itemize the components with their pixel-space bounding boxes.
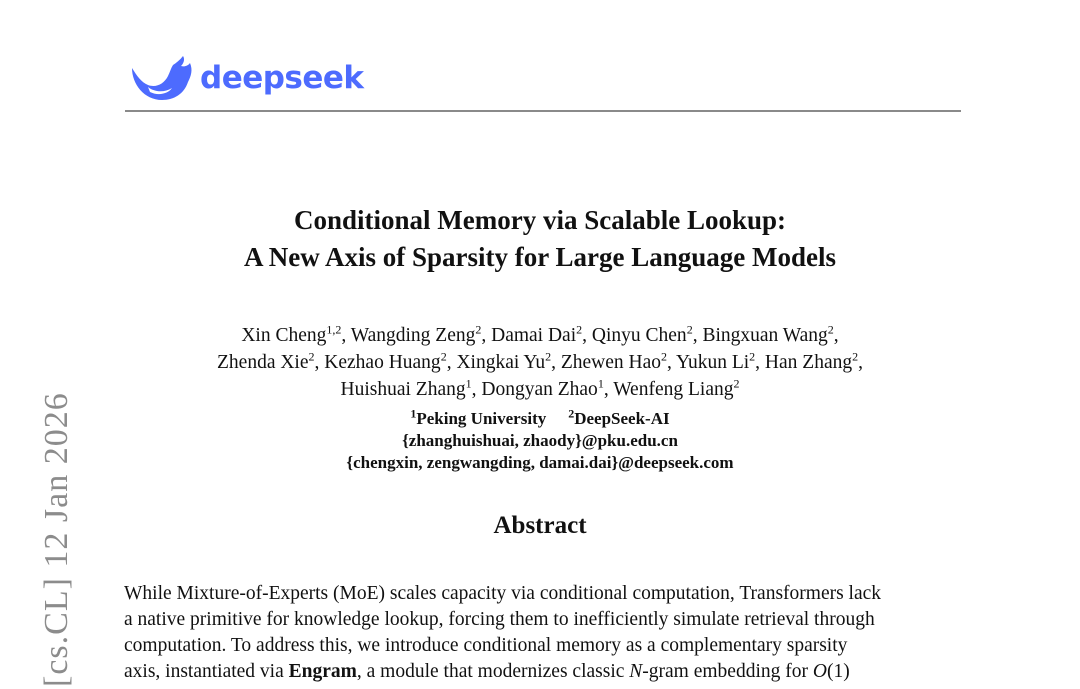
paper-title-line-1: Conditional Memory via Scalable Lookup: (293, 205, 787, 235)
author-name: Xingkai Yu (456, 352, 546, 373)
abstract-text-line: computation. To address this, we introduce conditional memory as a complementary sparsity (124, 635, 848, 656)
author-affiliation-mark: 2 (661, 349, 668, 364)
author-name: Qinyu Chen (591, 325, 687, 346)
author-line-2: Zhenda Xie$^2$, Kezhao Huang$^2$, Xingkai Yu$^2$, Zhewen Hao$^2$, Yukun Li$^2$, Han Zhang$^2$, (217, 349, 863, 373)
author-affiliation-mark: 2 (440, 349, 447, 364)
author-name: Zhewen Hao (560, 352, 662, 373)
affiliation-number: 1 (410, 406, 417, 421)
affiliation-name: Peking University (416, 409, 547, 428)
logo-text: deepseek (200, 60, 364, 96)
author-name: Xin Cheng (241, 325, 327, 346)
abstract-text: axis, instantiated via (124, 661, 289, 682)
author-affiliation-mark: 2 (576, 322, 583, 337)
affiliation-number: 2 (568, 406, 575, 421)
author-affiliation-mark: 2 (852, 349, 859, 364)
author-name: Wangding Zeng (350, 325, 476, 346)
header-divider (125, 110, 961, 112)
arxiv-side-stamp: [cs.CL] 12 Jan 2026 (38, 392, 75, 687)
engram-term: Engram (288, 661, 357, 682)
abstract-text-line: a native primitive for knowledge lookup, forcing them to inefficiently simulate retrieval through (124, 609, 875, 630)
author-affiliation-mark: 2 (545, 349, 552, 364)
affiliation-name: DeepSeek-AI (574, 409, 670, 428)
email-line-1: {zhanghuishuai, zhaody}@pku.edu.cn (402, 431, 678, 450)
author-name: Kezhao Huang (324, 352, 441, 373)
author-name: Yukun Li (676, 352, 750, 373)
deepseek-logo (128, 54, 364, 104)
author-affiliation-mark: 1 (465, 376, 472, 391)
author-name: Damai Dai (491, 325, 577, 346)
abstract-heading: Abstract (493, 512, 587, 539)
author-name: Wenfeng Liang (613, 379, 734, 400)
abstract-text: -gram embedding for (642, 661, 813, 682)
author-name: Bingxuan Wang (702, 325, 828, 346)
abstract-text-line (124, 659, 964, 685)
author-affiliation-mark: 2 (733, 376, 740, 391)
author-affiliation-mark: 2 (827, 322, 834, 337)
abstract-text-line: While Mixture-of-Experts (MoE) scales capacity via conditional computation, Transformers lack (124, 583, 882, 604)
math-big-o: O (812, 661, 827, 682)
author-affiliation-mark: 1 (597, 376, 604, 391)
author-line-1: Xin Cheng$^{1,2}$, Wangding Zeng$^2$, Damai Dai$^2$, Qinyu Chen$^2$, Bingxuan Wang$^2$, (241, 322, 839, 346)
author-name: Zhenda Xie (217, 352, 309, 373)
author-name: Huishuai Zhang (340, 379, 466, 400)
abstract-text: , a module that modernizes classic (356, 661, 630, 682)
author-name: Dongyan Zhao (481, 379, 598, 400)
author-affiliation-mark: 2 (475, 322, 482, 337)
author-affiliation-mark: 1,2 (326, 322, 342, 337)
author-affiliation-mark: 2 (749, 349, 756, 364)
author-line-3: Huishuai Zhang$^1$, Dongyan Zhao$^1$, Wenfeng Liang$^2$ (340, 376, 740, 400)
abstract-text: (1) (826, 661, 850, 682)
author-affiliation-mark: 2 (308, 349, 315, 364)
affiliations (0, 408, 1080, 430)
whale-icon (128, 54, 194, 104)
math-n: N (629, 661, 643, 682)
author-name: Han Zhang (764, 352, 853, 373)
author-affiliation-mark: 2 (686, 322, 693, 337)
email-line-2: {chengxin, zengwangding, damai.dai}@deepseek.com (346, 453, 734, 472)
paper-title-line-2: A New Axis of Sparsity for Large Language Models (244, 242, 836, 272)
